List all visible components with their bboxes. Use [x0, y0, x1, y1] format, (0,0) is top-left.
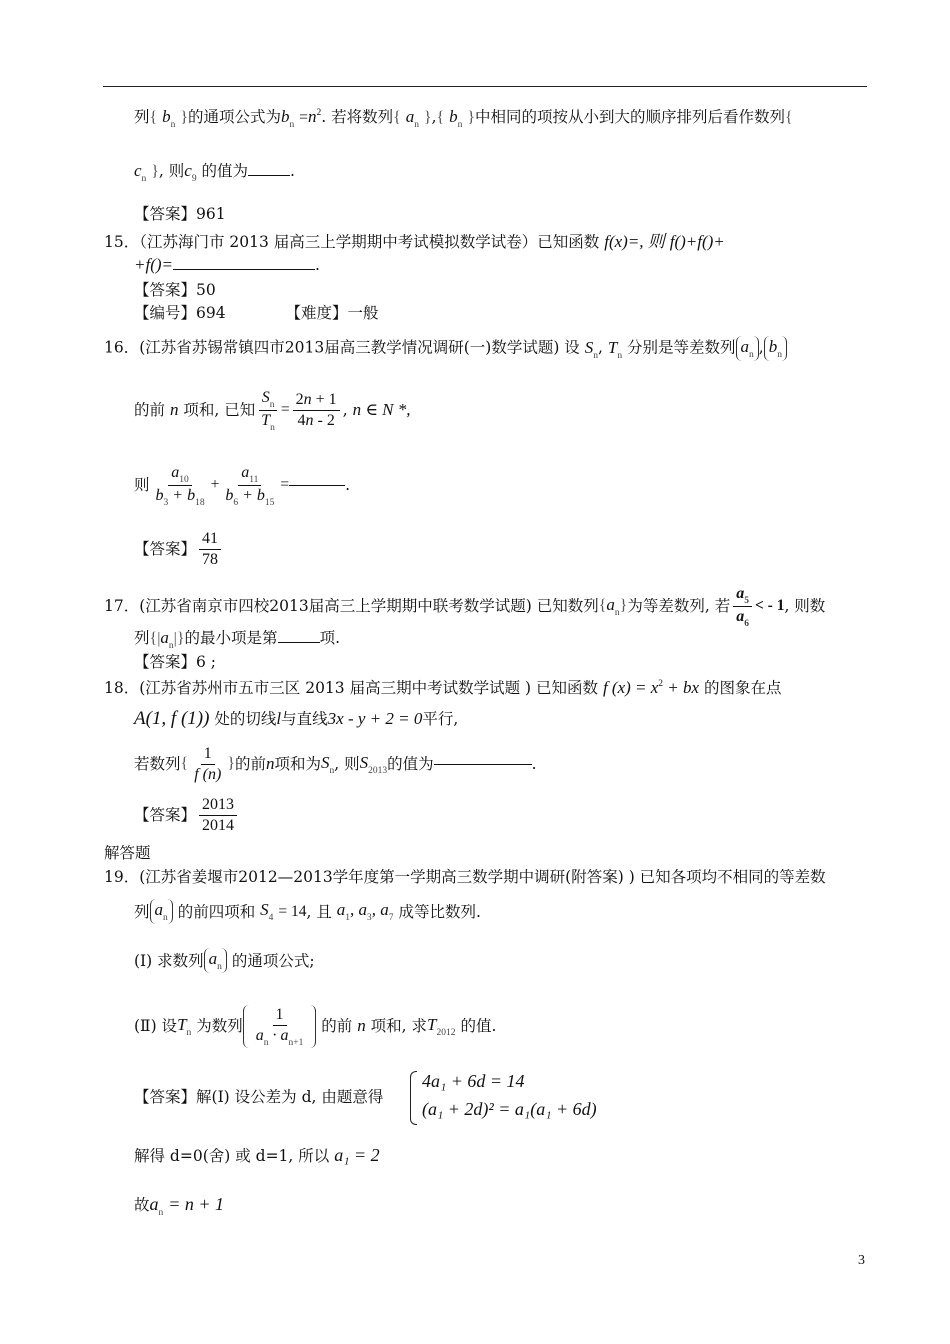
system-brace	[410, 1071, 417, 1125]
q19-solution-2: 故$a_n = n + 1$	[134, 1194, 224, 1218]
q18-answer: 【答案】 $\frac{2013}{2014}$	[134, 792, 240, 838]
q15-answer: 【答案】50	[134, 281, 216, 299]
q19-line-1: 19．(江苏省姜堰市2012—2013学年度第一学期高三数学期中调研(附答案) ) 已知各项均不相同的等差数	[104, 868, 826, 886]
section-heading: 解答题	[104, 844, 151, 862]
equation-1: 4a₁ + 6d = 14	[422, 1071, 525, 1091]
q14-answer: 【答案】961	[134, 205, 226, 223]
q17-answer: 【答案】6 ;	[134, 653, 217, 671]
q14-line-1: 列{ $b_n$ }的通项公式为$b_n =n^2$. 若将数列{ $a_n$ },{ $b_n$ }中相同的项按从小到大的顺序排列后看作数列{	[134, 107, 793, 130]
q15-meta: 【编号】694 【难度】一般	[134, 304, 379, 322]
q16-answer: 【答案】 $\frac{41}{78}$	[134, 526, 224, 572]
q19-part-2: (Ⅱ) 设 $T_n$ 为数列 $\frac{1}{a_n \cdot a_{n+1}}$ 的前 n 项和, 求 $T_{2012}$ 的值.	[134, 1005, 497, 1048]
q18-line-2: A(1, f (1)) 处的切线l与直线3x - y + 2 = 0平行,	[134, 708, 459, 729]
header-rule	[103, 86, 867, 87]
q17-line-2: 列$\{|a_n|\}$的最小项是第 项.	[134, 628, 340, 651]
q14-line-2: $c_n$ }, 则$c_9$ 的值为 .	[134, 161, 295, 184]
q18-line-1: 18．(江苏省苏州市五市三区 2013 届高三期中考试数学试题 ) 已知函数 f $(x) = x^2$ + bx 的图象在点	[104, 678, 782, 697]
q16-line-2: 的前 n 项和, 已知 $\frac{S_n}{T_n}$ = $\frac{2n + 1}{4n - 2}$ , n ∈ N *,	[134, 388, 411, 433]
page-number: 3	[858, 1253, 865, 1268]
q18-line-3: 若数列 { $\frac{1}{f (n)}$ } 的前 n 项和为 $S_n$ , 则 $S_{2013}$ 的值为 .	[134, 744, 537, 783]
q16-line-1: 16．(江苏省苏锡常镇四市2013届高三教学情况调研(一)数学试题) 设 $S_n$, $T_n$ 分别是等差数列 $a_n$ , $b_n$	[104, 336, 787, 362]
q17-line-1: 17． (江苏省南京市四校2013届高三上学期期中联考数学试题) 已知数列 { $a_n$ } 为等差数列, 若 $\frac{a_5}{a_6}$ < - 1 , 则数	[104, 584, 826, 629]
q19-part-1: (Ⅰ) 求数列 $a_n$ 的通项公式;	[134, 949, 315, 972]
q19-line-2: 列 $a_n$ 的前四项和 $S_4$ = 14 , 且 $a_1$, $a_3$, $a_7$ 成等比数列.	[134, 900, 481, 923]
q15-line-1: 15．（江苏海门市 2013 届高三上学期期中考试模拟数学试卷）已知函数 f(x)=, 则 f()+f()+	[104, 232, 725, 251]
q19-solution-1: 解得 d=0(舍) 或 d=1, 所以 a₁ = 2	[134, 1145, 380, 1165]
q16-line-3: 则 $\frac{a_{10}}{b_3 + b_{18}}$ + $\frac{a_{11}}{b_6 + b_{15}}$ = .	[134, 463, 351, 508]
q15-line-2: +f()= .	[134, 255, 320, 274]
q19-answer-intro: 【答案】解(Ⅰ) 设公差为 d, 由题意得	[134, 1088, 384, 1106]
equation-2: (a₁ + 2d)² = a₁(a₁ + 6d)	[422, 1099, 597, 1119]
